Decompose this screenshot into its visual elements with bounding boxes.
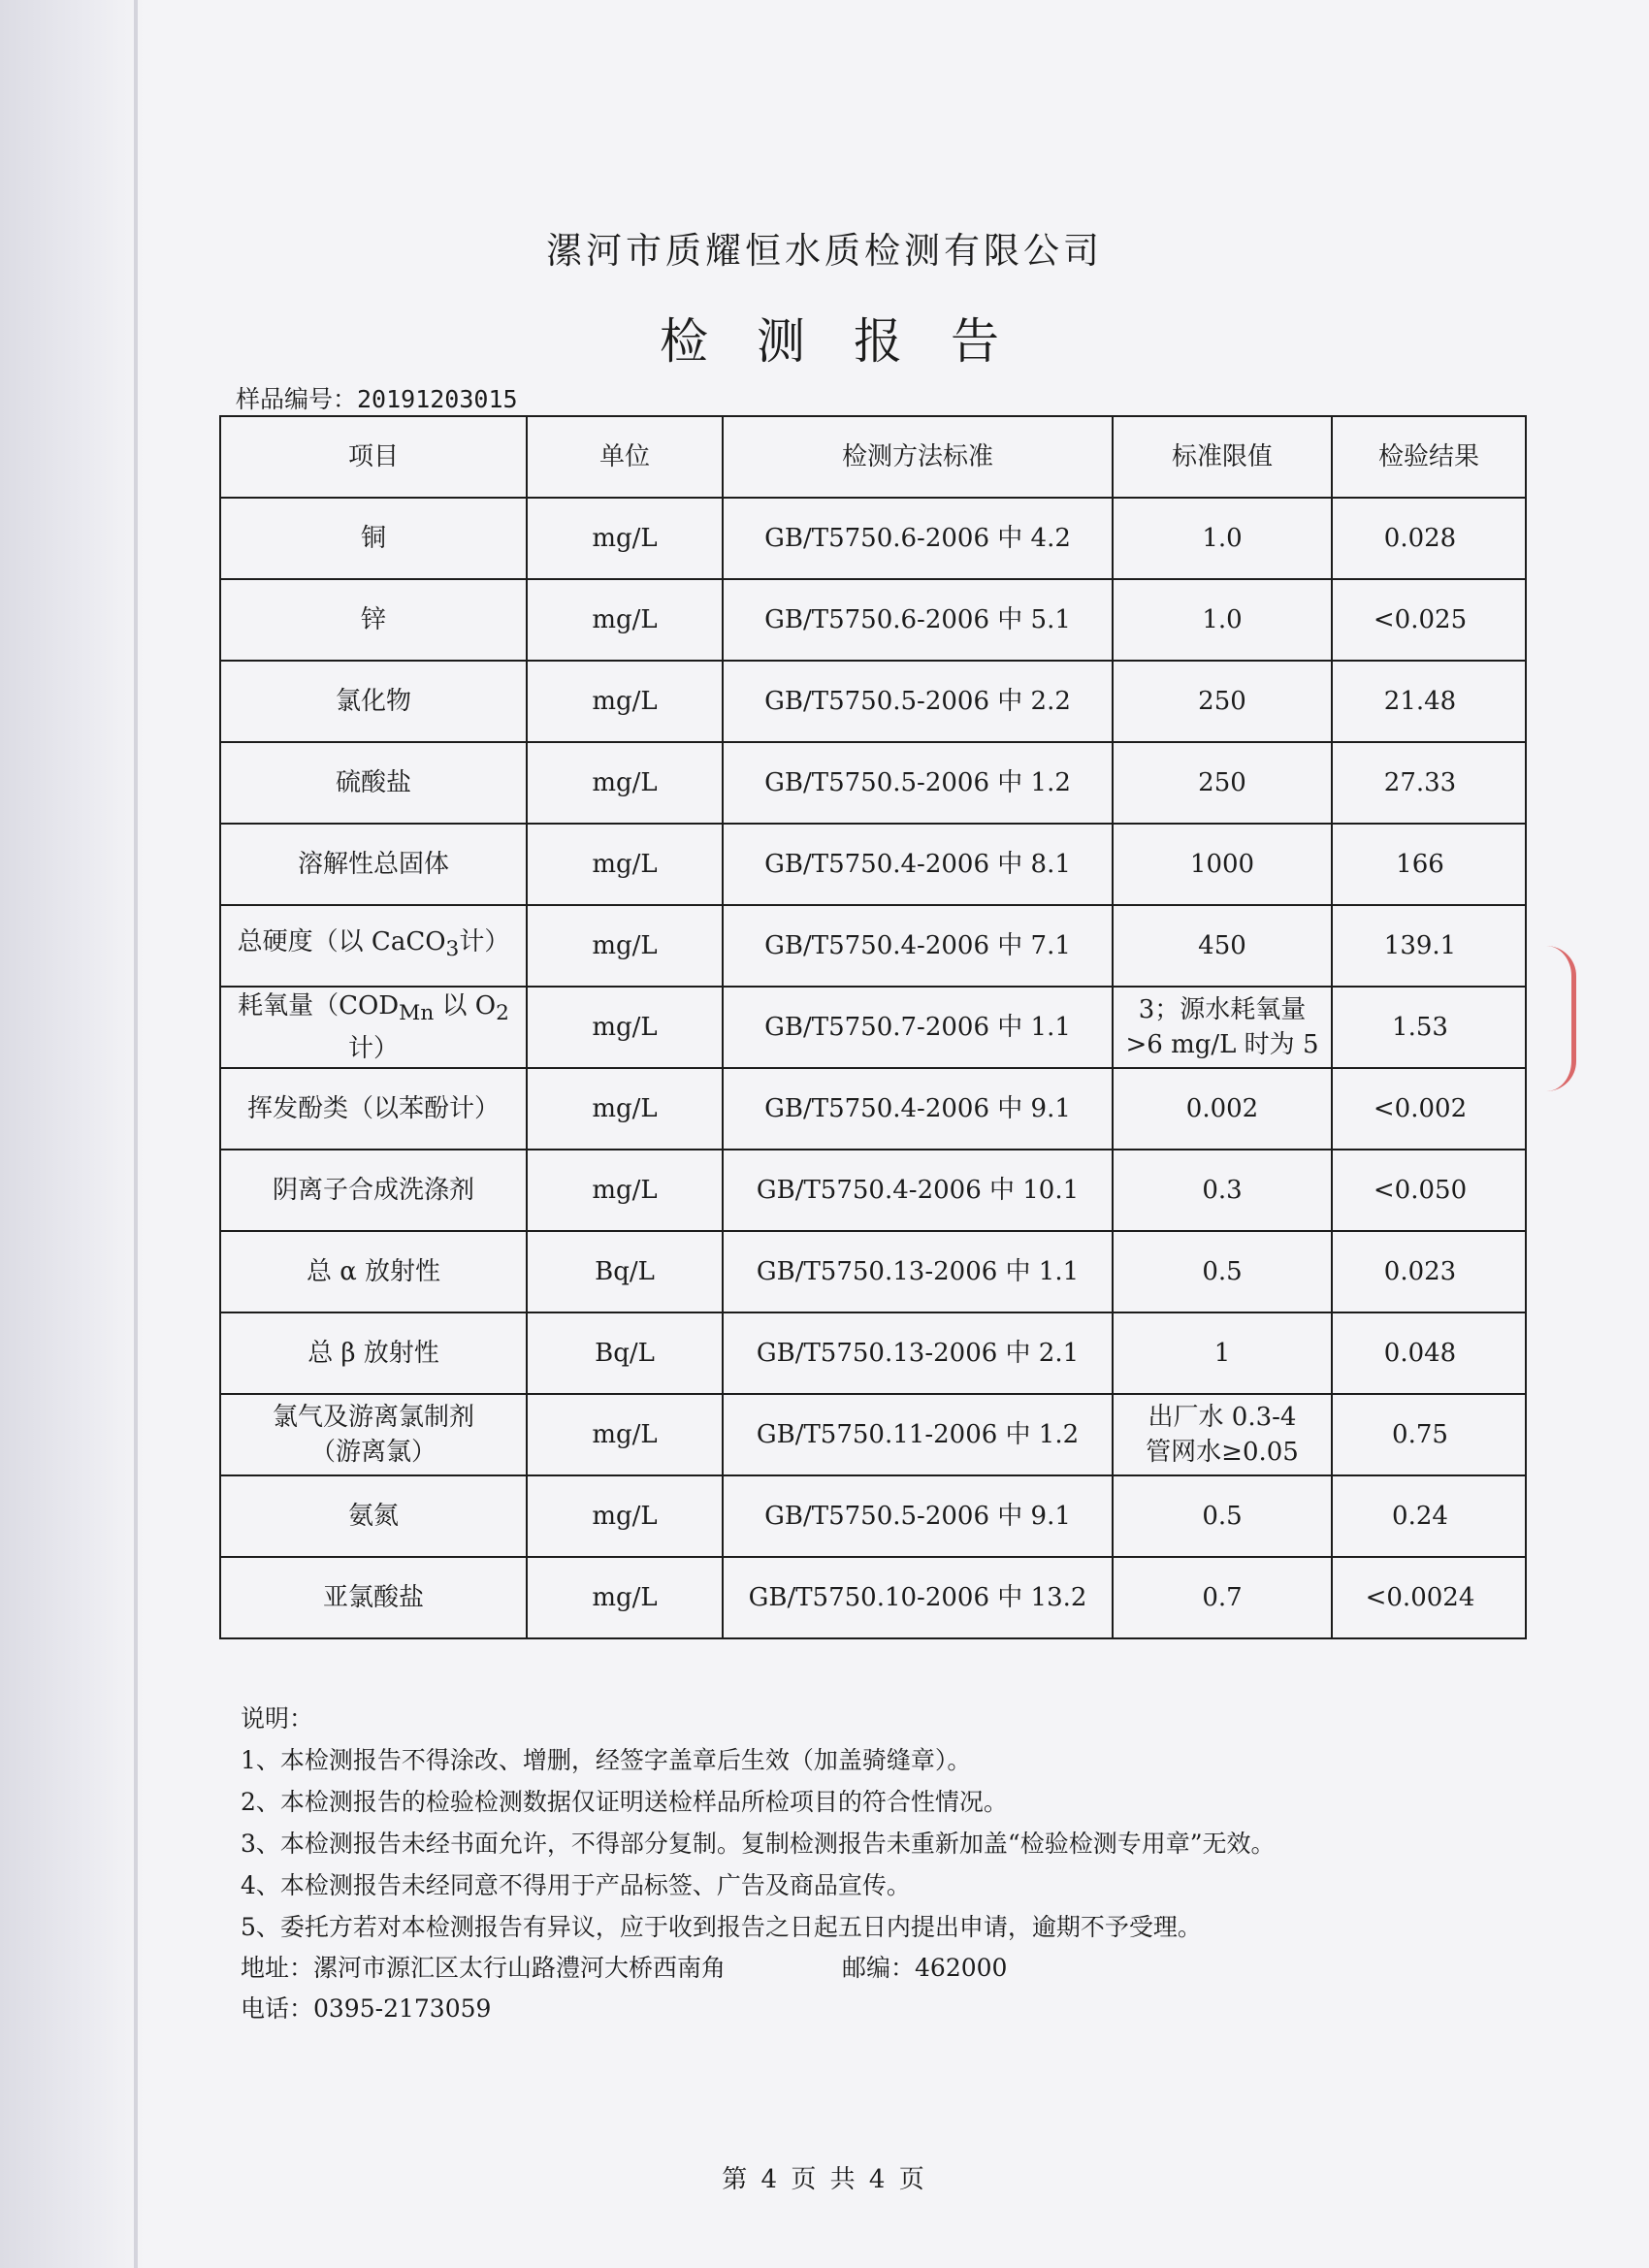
cell-unit: mg/L [527, 987, 723, 1068]
phone: 电话：0395-2173059 [241, 1994, 492, 2023]
sample-number: 样品编号：20191203015 [236, 385, 518, 413]
cell-result: 0.75 [1332, 1394, 1526, 1475]
cell-unit: mg/L [527, 661, 723, 742]
cell-method: GB/T5750.5-2006 中 9.1 [723, 1475, 1113, 1557]
table-row [220, 1475, 1526, 1557]
item-line-1: 氯气及游离氯制剂 [272, 1403, 474, 1432]
cell-item: 氨氮 [220, 1475, 527, 1557]
table-row [220, 579, 1526, 661]
cell-result: 1.53 [1332, 987, 1526, 1068]
cell-item: 总 β 放射性 [220, 1312, 527, 1394]
cell-limit: 0.7 [1113, 1557, 1332, 1638]
cell-method: GB/T5750.4-2006 中 10.1 [723, 1150, 1113, 1231]
cell-result: 21.48 [1332, 661, 1526, 742]
table-row [220, 1394, 1526, 1475]
company-name: 漯河市质耀恒水质检测有限公司 [546, 230, 1103, 272]
cell-result: <0.0024 [1332, 1557, 1526, 1638]
cell-limit: 1.0 [1113, 498, 1332, 579]
cell-limit: 1 [1113, 1312, 1332, 1394]
notes-heading: 说明： [241, 1704, 314, 1733]
cell-result: <0.025 [1332, 579, 1526, 661]
table-row [220, 1312, 1526, 1394]
address: 地址：漯河市源汇区太行山路澧河大桥西南角 [241, 1954, 727, 1982]
page-indicator: 第 4 页 共 4 页 [722, 2165, 927, 2194]
item-text: 耗氧量（COD [238, 990, 400, 1021]
note-item: 3、本检测报告未经书面允许，不得部分复制。复制检测报告未重新加盖“检验检测专用章”无效。 [241, 1830, 1276, 1858]
item-subscript-2: 2 [496, 1001, 509, 1026]
cell-unit: mg/L [527, 742, 723, 824]
cell-limit: 0.002 [1113, 1068, 1332, 1150]
table-row [220, 498, 1526, 579]
table-row [220, 661, 1526, 742]
cell-item: 亚氯酸盐 [220, 1557, 527, 1638]
cell-item: 硫酸盐 [220, 742, 527, 824]
contact-section [241, 1948, 1007, 2029]
cell-result: 0.023 [1332, 1231, 1526, 1312]
cell-unit: Bq/L [527, 1231, 723, 1312]
cell-method: GB/T5750.13-2006 中 1.1 [723, 1231, 1113, 1312]
table-row [220, 1150, 1526, 1231]
cell-limit: 1000 [1113, 824, 1332, 905]
cell-method: GB/T5750.4-2006 中 7.1 [723, 905, 1113, 987]
cell-result: 0.048 [1332, 1312, 1526, 1394]
cell-result: 0.028 [1332, 498, 1526, 579]
limit-line-1: 3；源水耗氧量 [1138, 995, 1307, 1024]
header-limit: 标准限值 [1113, 416, 1332, 498]
cell-unit: mg/L [527, 824, 723, 905]
table-header-row [220, 416, 1526, 498]
table-row [220, 987, 1526, 1068]
cell-limit: 0.3 [1113, 1150, 1332, 1231]
header-unit: 单位 [527, 416, 723, 498]
cell-limit: 250 [1113, 742, 1332, 824]
cell-item: 锌 [220, 579, 527, 661]
cell-item: 阴离子合成洗涤剂 [220, 1150, 527, 1231]
cell-unit: mg/L [527, 579, 723, 661]
cell-item: 铜 [220, 498, 527, 579]
cell-item [220, 905, 527, 987]
cell-item [220, 1394, 527, 1475]
item-subscript: 3 [445, 937, 460, 962]
cell-limit: 0.5 [1113, 1231, 1332, 1312]
note-item: 2、本检测报告的检验检测数据仅证明送检样品所检项目的符合性情况。 [241, 1788, 1008, 1816]
header-item: 项目 [220, 416, 527, 498]
cell-item: 氯化物 [220, 661, 527, 742]
table-row [220, 1068, 1526, 1150]
limit-line-1: 出厂水 0.3-4 [1148, 1403, 1297, 1432]
item-subscript: Mn [399, 1001, 435, 1026]
table-row [220, 905, 1526, 987]
cell-unit: mg/L [527, 1394, 723, 1475]
item-text-end: 计） [347, 1034, 399, 1064]
cell-method: GB/T5750.6-2006 中 4.2 [723, 498, 1113, 579]
cell-result: 0.24 [1332, 1475, 1526, 1557]
item-line-2: （游离氯） [309, 1438, 436, 1467]
header-result: 检验结果 [1332, 416, 1526, 498]
table-row [220, 1231, 1526, 1312]
report-title: 检测报告 [660, 313, 1048, 370]
cell-method: GB/T5750.6-2006 中 5.1 [723, 579, 1113, 661]
item-text: 总硬度（以 CaCO [237, 926, 446, 956]
cell-result: 27.33 [1332, 742, 1526, 824]
cell-result: 139.1 [1332, 905, 1526, 987]
cell-item [220, 987, 527, 1068]
note-item: 1、本检测报告不得涂改、增删，经签字盖章后生效（加盖骑缝章）。 [241, 1746, 972, 1774]
cell-method: GB/T5750.4-2006 中 9.1 [723, 1068, 1113, 1150]
cell-unit: mg/L [527, 1557, 723, 1638]
seal-fragment [1546, 946, 1576, 1091]
cell-limit: 250 [1113, 661, 1332, 742]
note-item: 5、委托方若对本检测报告有异议，应于收到报告之日起五日内提出申请，逾期不予受理。 [241, 1913, 1202, 1941]
cell-item: 溶解性总固体 [220, 824, 527, 905]
notes-section [241, 1698, 1275, 1948]
table-row [220, 824, 1526, 905]
cell-method: GB/T5750.4-2006 中 8.1 [723, 824, 1113, 905]
cell-unit: mg/L [527, 498, 723, 579]
cell-item: 挥发酚类（以苯酚计） [220, 1068, 527, 1150]
cell-item: 总 α 放射性 [220, 1231, 527, 1312]
cell-method: GB/T5750.7-2006 中 1.1 [723, 987, 1113, 1068]
cell-method: GB/T5750.5-2006 中 1.2 [723, 742, 1113, 824]
cell-result: 166 [1332, 824, 1526, 905]
cell-method: GB/T5750.13-2006 中 2.1 [723, 1312, 1113, 1394]
results-table [219, 415, 1527, 1639]
cell-limit: 1.0 [1113, 579, 1332, 661]
cell-limit: 0.5 [1113, 1475, 1332, 1557]
note-item: 4、本检测报告未经同意不得用于产品标签、广告及商品宣传。 [241, 1871, 911, 1899]
cell-result: <0.002 [1332, 1068, 1526, 1150]
limit-line-2: >6 mg/L 时为 5 [1125, 1030, 1319, 1059]
limit-line-2: 管网水≥0.05 [1146, 1438, 1299, 1467]
postcode: 邮编：462000 [842, 1954, 1008, 1982]
cell-limit: 450 [1113, 905, 1332, 987]
cell-unit: mg/L [527, 1475, 723, 1557]
cell-unit: Bq/L [527, 1312, 723, 1394]
cell-unit: mg/L [527, 905, 723, 987]
cell-method: GB/T5750.10-2006 中 13.2 [723, 1557, 1113, 1638]
header-method: 检测方法标准 [723, 416, 1113, 498]
item-text-mid: 以 O [434, 990, 497, 1021]
cell-limit [1113, 987, 1332, 1068]
table-row [220, 1557, 1526, 1638]
cell-method: GB/T5750.5-2006 中 2.2 [723, 661, 1113, 742]
cell-result: <0.050 [1332, 1150, 1526, 1231]
cell-unit: mg/L [527, 1150, 723, 1231]
item-text-end: 计） [459, 926, 510, 956]
cell-method: GB/T5750.11-2006 中 1.2 [723, 1394, 1113, 1475]
cell-limit [1113, 1394, 1332, 1475]
cell-unit: mg/L [527, 1068, 723, 1150]
table-row [220, 742, 1526, 824]
